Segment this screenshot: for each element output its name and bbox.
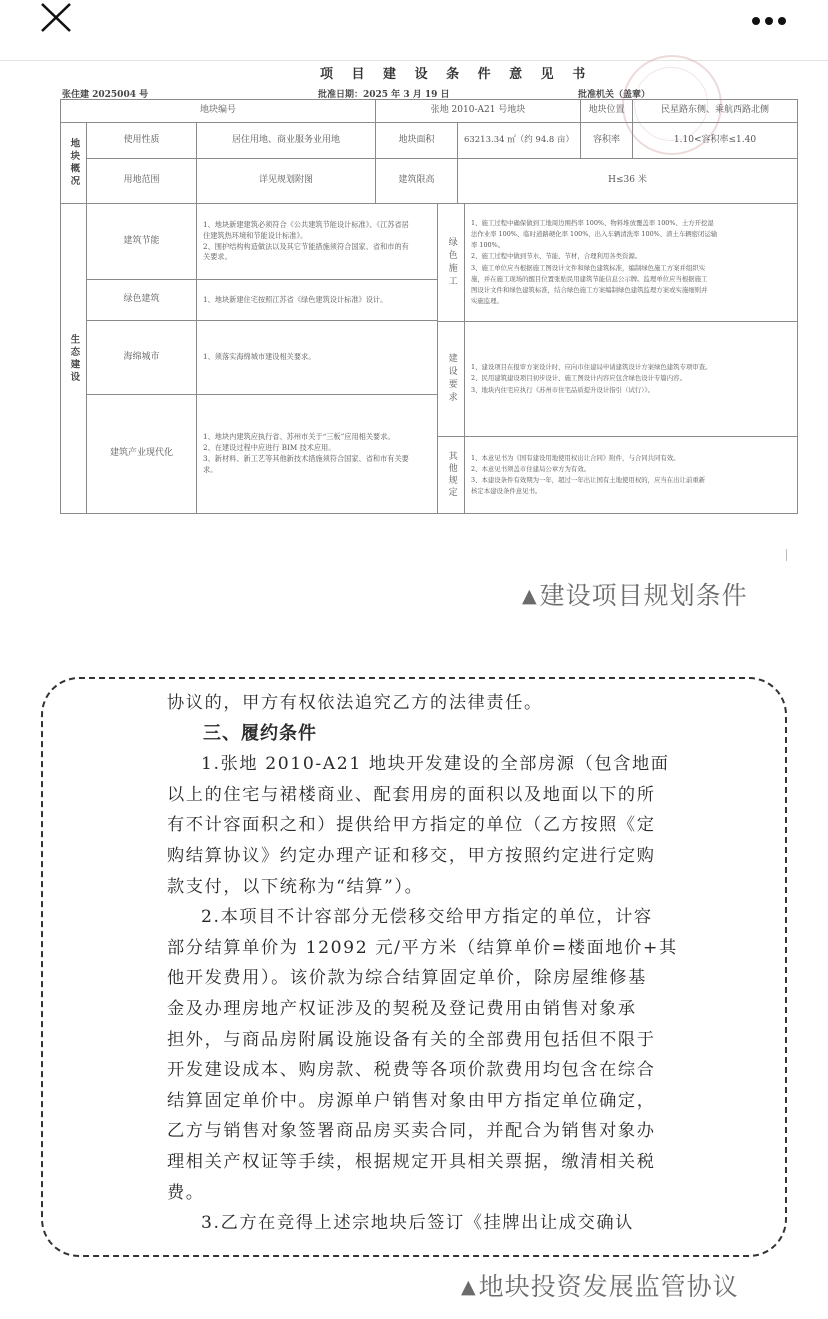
content-line: 1、地块新建建筑必须符合《公共建筑节能设计标准》、《江苏省居	[203, 219, 409, 229]
area-value: 63213.34 ㎡（约 94.8 亩）	[457, 122, 581, 159]
far-label: 容积率	[580, 122, 633, 159]
caption-investment-agreement	[461, 1267, 739, 1303]
scope-value: 详见规划附图	[196, 158, 376, 204]
right-row-label-text: 绿色施工	[446, 236, 457, 289]
approval-org: 批准机关（盖章）	[578, 90, 651, 100]
content-line: 1、地块内建筑应执行省、苏州市关于“三板”应用相关要求。	[203, 432, 395, 442]
plot-no-label: 地块编号	[60, 99, 376, 123]
content-line: 2、施工过程中做到节水、节能、节材，合理利用各类资源。	[471, 252, 642, 261]
text-line: 款支付，以下统称为“结算”）。	[167, 876, 424, 897]
content-line: 率 100%。	[471, 241, 505, 250]
section-heading: 三、履约条件	[203, 722, 317, 744]
content-line: 2、民用建筑建设项目初步设计、施工图设计内容应包含绿色设计专篇内容。	[471, 374, 686, 383]
text-line: 2.本项目不计容部分无偿移交给甲方指定的单位，计容	[201, 907, 653, 928]
content-line: 核定本建设条件意见书。	[471, 487, 542, 496]
overview-label-text: 地块概况	[68, 138, 80, 188]
location-label: 地块位置	[580, 99, 633, 123]
content-line: 法作业率 100%、临时道路硬化率 100%、出入车辆清洗率 100%、渣土车辆密闭运输	[471, 229, 718, 238]
right-row-content	[464, 203, 798, 322]
use-label: 使用性质	[86, 122, 197, 159]
use-value: 居住用地、商业服务业用地	[196, 122, 376, 159]
text-line: 3.乙方在竞得上述宗地块后签订《挂牌出让成交确认	[201, 1213, 634, 1234]
scope-label: 用地范围	[86, 158, 197, 204]
height-label: 建筑限高	[375, 158, 458, 204]
overview-label	[60, 122, 87, 204]
content-line: 2、本意见书须盖市住建局公章方为有效。	[471, 464, 591, 473]
caption-text: 地块投资发展监管协议	[478, 1272, 739, 1301]
right-row-label	[437, 436, 465, 514]
text-line: 金及办理房地产权证涉及的契税及登记费用由销售对象承	[167, 998, 637, 1019]
content-line: 2、围护结构构造做法以及其它节能措施须符合国家、省和市的有	[203, 241, 409, 251]
right-row-label	[437, 203, 465, 322]
caption-text: 建设项目规划条件	[539, 581, 748, 610]
text-line: 他开发费用）。该价款为综合结算固定单价，除房屋维修基	[167, 968, 647, 989]
document-title: 项 目 建 设 条 件 意 见 书	[320, 67, 593, 82]
text-line: 以上的住宅与裙楼商业、配套用房的面积以及地面以下的所	[167, 784, 656, 805]
area-label: 地块面积	[375, 122, 458, 159]
plot-no-value: 张地 2010-A21 号地块	[375, 99, 581, 123]
close-icon[interactable]	[38, 2, 74, 32]
triangle-icon: ▲	[522, 585, 538, 607]
right-row-content	[464, 321, 798, 437]
content-line: 1、地块新建住宅按照江苏省《绿色建筑设计标准》设计。	[203, 294, 388, 304]
approval-date: 批准日期：2025 年 3 月 19 日	[318, 90, 450, 100]
eco-row-label: 海绵城市	[86, 320, 197, 395]
eco-label-text: 生态建设	[68, 333, 80, 384]
content-line: 3、施工单位应当根据施工图设计文件和绿色建筑标准，编制绿色施工方案并组织实	[471, 263, 706, 272]
content-line: 图设计文件和绿色建筑标准，结合绿色施工方案编制绿色建筑监理方案或实施细则并	[471, 285, 708, 294]
text-line: 费。	[167, 1182, 205, 1203]
content-line: 关要求。	[203, 252, 232, 262]
content-line: 1、建设项目在报审方案设计时，应向市住建局申请建筑设计方案绿色建筑专项审查。	[471, 363, 712, 372]
right-row-label	[437, 321, 465, 437]
text-line: 购结算协议》约定办理产证和移交，甲方按照约定进行定购	[167, 845, 656, 866]
content-line: 实施监理。	[471, 297, 503, 306]
more-icon[interactable]	[752, 10, 802, 22]
text-line: 理相关产权证等手续，根据规定开具相关票据，缴清相关税	[167, 1151, 656, 1172]
eco-row-label: 建筑节能	[86, 203, 197, 280]
text-line: 开发建设成本、购房款、税费等各项价款费用均包含在综合	[167, 1060, 656, 1081]
top-bar	[0, 0, 828, 61]
triangle-icon: ▲	[461, 1276, 477, 1298]
text-line: 部分结算单价为 12092 元/平方米（结算单价=楼面地价+其	[167, 937, 678, 958]
text-line: 结算固定单价中。房源单户销售对象由甲方指定单位确定，	[167, 1090, 656, 1111]
eco-row-label: 绿色建筑	[86, 279, 197, 321]
content-line: 求。	[203, 464, 218, 474]
caption-planning-conditions	[522, 576, 748, 612]
text-line: 1.张地 2010-A21 地块开发建设的全部房源（包含地面	[201, 754, 670, 775]
eco-label	[60, 203, 87, 514]
right-row-label-text: 建设要求	[446, 353, 457, 405]
content-line: 1、施工过程中确保做到工地周边围挡率 100%、物料堆放覆盖率 100%、土方开挖湿	[471, 218, 714, 227]
right-row-label-text: 其他规定	[446, 451, 457, 499]
eco-row-content	[196, 394, 438, 514]
scan-mark	[786, 549, 787, 561]
content-line: 3、新材料、新工艺等其他新技术措施须符合国家、省和市有关要	[203, 454, 409, 463]
content-line: 3、本建设条件有效期为一年，超过一年出让国有土地使用权的，应当在出让前重新	[471, 476, 706, 484]
content-line: 住建筑热环境和节能设计标准》。	[203, 230, 308, 240]
height-value: H≤36 米	[457, 158, 798, 204]
text-line: 有不计容面积之和）提供给甲方指定的单位（乙方按照《定	[167, 815, 656, 836]
text-line: 乙方与销售对象签署商品房买卖合同，并配合为销售对象办	[167, 1121, 656, 1142]
eco-row-label: 建筑产业现代化	[86, 394, 197, 514]
far-value: 1.10<容积率≤1.40	[632, 122, 798, 159]
eco-row-content	[196, 320, 438, 395]
content-line: 1、须落实海绵城市建设相关要求。	[203, 352, 316, 362]
content-line: 施，并在施工现场的醒目位置张贴民用建筑节能信息公示牌。监理单位应当根据施工	[471, 274, 708, 283]
right-row-content	[464, 436, 798, 514]
content-line: 2、在建设过程中应进行 BIM 技术应用。	[203, 443, 336, 453]
eco-row-content	[196, 279, 438, 321]
content-line: 3、地块内住宅应执行《苏州市住宅品质提升设计指引（试行）》。	[471, 385, 654, 394]
text-line: 协议的，甲方有权依法追究乙方的法律责任。	[167, 693, 543, 713]
project-conditions-document	[0, 61, 828, 561]
location-value: 民星路东侧、乘航西路北侧	[632, 99, 798, 123]
eco-row-content	[196, 203, 438, 280]
content-line: 1、本意见书为《国有建设用地使用权出让合同》附件，与合同共同有效。	[471, 453, 680, 462]
agreement-excerpt	[167, 688, 678, 1239]
text-line: 担外，与商品房附属设施设备有关的全部费用包括但不限于	[167, 1029, 656, 1050]
document-number: 张住建 2025004 号	[62, 90, 149, 100]
